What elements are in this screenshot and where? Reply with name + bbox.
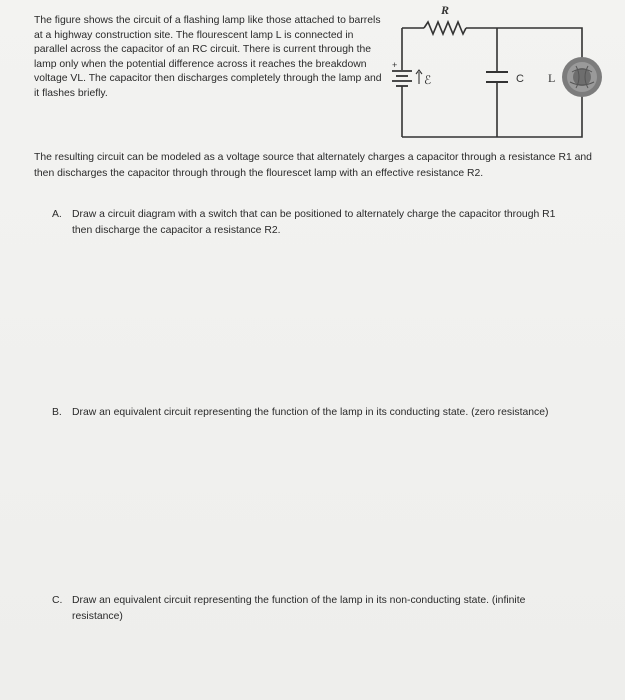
capacitor-label: C [516,73,524,85]
circuit-wire-bottom [402,96,582,137]
resistor-label: R [441,3,450,17]
model-paragraph: The resulting circuit can be modeled as a voltage source that alternately charges a capacitor through a resistance R1 and then discharges the capacitor through through the flourescet lamp with an effective resistance R2. [34,152,592,179]
lamp-label: L [548,71,556,85]
emf-arrow [416,70,422,84]
intro-paragraph: The figure shows the circuit of a flashing lamp like those attached to barrels at a highway construction site. The flourescent lamp L is connected in parallel across the capacitor of an RC circuit. There is current through the lamp only when the potential difference across it reaches the breakdown voltage VL. The capacitor then discharges completely through the lamp and it flashes briefly. [34,15,382,99]
question-a-text: Draw a circuit diagram with a switch that can be positioned to alternately charge the capacitor through R1 then discharge the capacitor a resistance R2. [72,209,556,236]
answer-area-c[interactable] [34,630,594,695]
question-a-letter: A. [52,209,62,220]
rc-circuit-diagram [386,0,625,150]
resistor-symbol [424,22,466,34]
question-b-text: Draw an equivalent circuit representing the function of the lamp in its conducting state. (zero resistance) [72,407,549,418]
question-b-letter: B. [52,407,62,418]
battery-plus-sign: + [392,60,398,70]
lamp-bulb-icon [562,57,602,97]
question-c-letter: C. [52,595,63,606]
circuit-wire-top-right [466,28,582,58]
question-c-text: Draw an equivalent circuit representing the function of the lamp in its non-conducting state. (infinite resistance) [72,595,526,622]
capacitor-symbol [486,72,508,82]
answer-area-b[interactable] [34,442,594,582]
source-label: ℰ [424,73,432,87]
answer-area-a[interactable] [34,245,594,395]
battery-symbol [392,71,412,86]
